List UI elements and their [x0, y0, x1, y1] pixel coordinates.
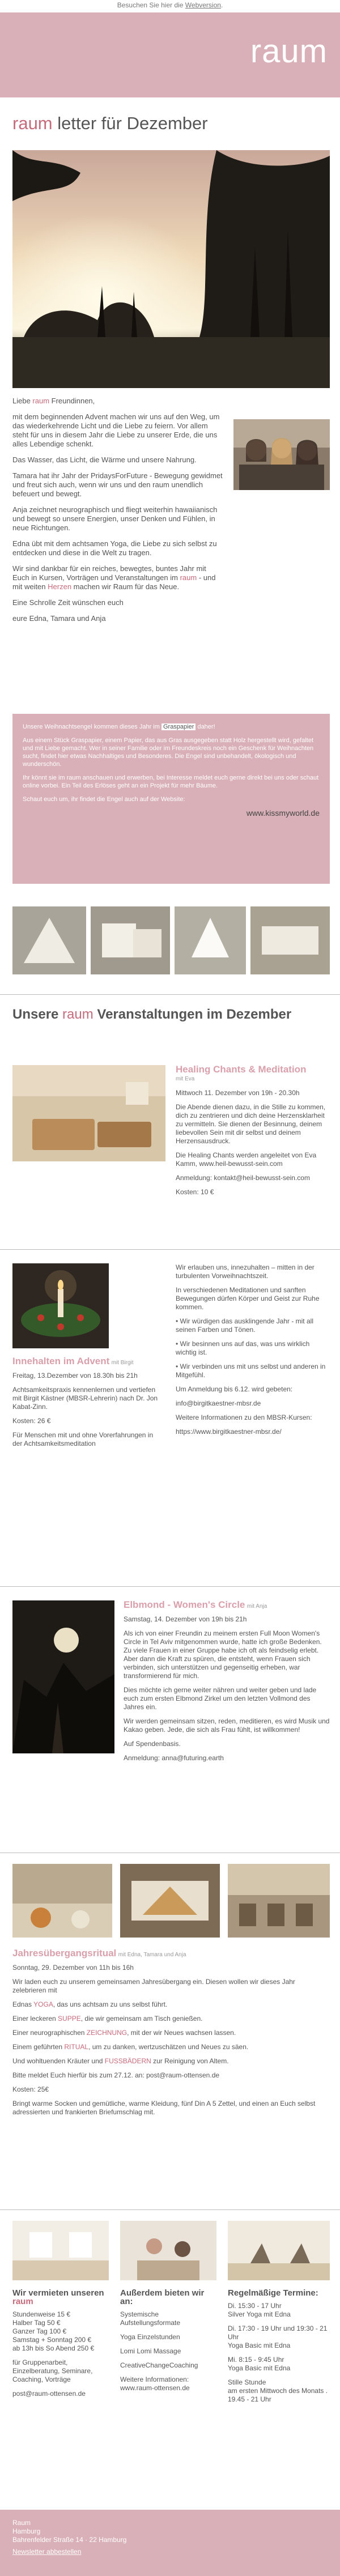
- event1-price: Kosten: 10 €: [176, 1188, 214, 1196]
- events-section-title: [12, 1006, 291, 1023]
- event4-l2-pre: Einer leckeren: [12, 2015, 58, 2023]
- hero-photo-trees: [12, 150, 330, 388]
- event3-date: Samstag, 14. Dezember von 19h bis 21h: [124, 1615, 247, 1623]
- promo-line1-pre: Unsere Weihnachtsengel kommen dieses Jahr im: [23, 723, 162, 730]
- footer-line: Hamburg: [12, 2527, 41, 2535]
- event2-link[interactable]: https://www.birgitkaestner-mbsr.de/: [176, 1428, 282, 1436]
- greeting-sign: eure Edna, Tamara und Anja: [12, 614, 106, 623]
- greeting-p6-post: machen wir Raum für das Neue.: [71, 582, 180, 591]
- promo-thumb-3: [175, 906, 246, 974]
- event4-price: Kosten: 25€: [12, 2085, 49, 2093]
- event2-date: Freitag, 13.Dezember von 18.30h bis 21h: [12, 1372, 138, 1379]
- promo-thumb-2: [91, 906, 170, 974]
- rent-fullday: Ganzer Tag 100 €: [12, 2327, 67, 2335]
- divider: [0, 1249, 340, 1250]
- webversion-suffix: .: [220, 1, 223, 9]
- event4-sub: mit Edna, Tamara und Anja: [118, 1952, 186, 1958]
- event3-p3: Wir werden gemeinsam sitzen, reden, meditieren, es wird Musik und Kakao geben. Jede, die sich als Frau fühlt, ist willkommen!: [124, 1717, 330, 1734]
- greeting-p4: Anja zeichnet neurographisch und fliegt weiterhin hawaiianisch und bewegt so unsere Energien, unser Denken und Fühlen, in neue Richtungen.: [12, 505, 218, 532]
- event2-for: Für Menschen mit und ohne Vorerfahrungen in der Achtsamkeitsmeditation: [12, 1431, 154, 1447]
- event1-p2: Die Healing Chants werden angeleitet von Eva Kamm, www.heil-bewusst-sein.com: [176, 1151, 317, 1168]
- footer-line: Raum: [12, 2519, 31, 2527]
- greeting-p1: mit dem beginnenden Advent machen wir uns auf den Weg, um das wiederkehrende Licht und die Liebe zu feiern. Vor allem steht für uns in diesem Jahr die Liebe zu unserer Erde, die uns alles Lebendige schenkt.: [12, 412, 220, 448]
- rent-purposes: für Gruppenarbeit, Einzelberatung, Seminare, Coaching, Vorträge: [12, 2358, 93, 2383]
- greeting-text: [12, 397, 223, 630]
- greeting-p6-brand: raum: [180, 573, 197, 582]
- event2-sub: mit Birgit: [111, 1360, 134, 1366]
- event4-photo-1: [12, 1864, 112, 1938]
- regular-dates-column: [228, 2289, 330, 2409]
- newsletter-title: [12, 113, 208, 134]
- event4-title: Jahresübergangsritual: [12, 1948, 117, 1958]
- event3-title: Elbmond - Women's Circle: [124, 1599, 245, 1610]
- event2-photo-wreath: [12, 1263, 109, 1348]
- event2-email[interactable]: info@birgitkaestner-mbsr.de: [176, 1399, 261, 1407]
- event2-place: Achtsamkeitspraxis kennenlernen und vertiefen mit Birgit Kästner (MBSR-Lehrerin) nach Dr. Jon Kabat-Zinn.: [12, 1386, 158, 1411]
- salutation-brand: raum: [32, 397, 50, 405]
- event2-b3: Wir verbinden uns mit uns selbst und anderen in Mitgefühl.: [176, 1362, 326, 1379]
- greeting-p6-pre: Wir sind dankbar für ein reiches, bewegtes, buntes Jahr mit Euch in Kursen, Vorträgen und Veranstaltungen im: [12, 564, 206, 582]
- promo-line1: [23, 723, 320, 731]
- event4-p1: Wir laden euch zu unserem gemeinsamen Jahresübergang ein. Diesen wollen wir dieses Jahr zelebrieren mit: [12, 1978, 295, 1994]
- webversion-link[interactable]: Webversion: [185, 1, 221, 9]
- brand-logo: raum: [250, 33, 328, 70]
- event1-p1: Die Abende dienen dazu, in die Stille zu kommen, dich zu zentrieren und dich deine Herzensklarheit zu vermitteln. Sie dienen der Besinnung, deinem liebevollen Sein mit dir selbst und deinem Herzensausdruck.: [176, 1103, 326, 1145]
- event3-p2: Dies möchte ich gerne weiter nähren und weiter geben und lade euch zum ersten Elbmond Zirkel um den letzten Vollmond des Jahres ein.: [124, 1686, 317, 1711]
- event4-text: [12, 1949, 330, 2122]
- event2-title: Innehalten im Advent: [12, 1356, 110, 1366]
- event2-right-text: Wir erlauben uns, innezuhalten – mitten in der turbulenten Vorweihnachtszeit. In verschiedenen Meditationen und sanften Bewegungen dürfen Körper und Geist zur Ruhe kommen. • Wir würdigen das ausklingende Jahr - mit all seinen Farben und Tönen. • Wir besinnen uns auf das, was uns wirklich wichtig ist. • Wir verbinden uns mit uns selbst und anderen in Mitgefühl. Um Anmeldung bis 6.12. wird gebeten: info@birgitkaestner-mbsr.de Weitere Informationen zu den MBSR-Kursen: https://www.birgitkaestner-mbsr.de/: [176, 1263, 330, 1442]
- promo-line1-post: daher!: [196, 723, 215, 730]
- divider: [0, 994, 340, 995]
- section-title-post: Veranstaltungen im Dezember: [93, 1007, 292, 1022]
- title-rest: letter für Dezember: [52, 113, 208, 133]
- offer-item: CreativeChangeCoaching: [120, 2361, 198, 2369]
- event4-l5-post: zur Reinigung von Altem.: [151, 2057, 229, 2065]
- event4-photo-2: [120, 1864, 220, 1938]
- event3-sub: mit Anja: [246, 1603, 267, 1610]
- rent-halfday: Halber Tag 50 €: [12, 2319, 61, 2327]
- webversion-bar: [0, 0, 340, 12]
- section-title-brand: raum: [62, 1007, 94, 1022]
- greeting-p6: [12, 564, 223, 591]
- event4-l3-post: , mit der wir Neues wachsen lassen.: [127, 2029, 236, 2037]
- event2-r2: In verschiedenen Meditationen und sanften Bewegungen dürfen Körper und Geist zur Ruhe kommen.: [176, 1286, 320, 1311]
- offer-photo: [120, 2221, 216, 2280]
- date-line: Stille Stunde: [228, 2378, 266, 2386]
- date-desc: Silver Yoga mit Edna: [228, 2310, 291, 2318]
- date-line: Mi. 8:15 - 9:45 Uhr: [228, 2356, 284, 2364]
- event4-l4-pre: Einem geführten: [12, 2043, 65, 2051]
- event4-photo-3: [228, 1864, 330, 1938]
- footer-address: Bahrenfelder Straße 14 · 22 Hamburg: [12, 2536, 127, 2544]
- date-line: Di. 17:30 - 19 Uhr und 19:30 - 21 Uhr: [228, 2324, 328, 2341]
- promo-p3: Ihr könnt sie im raum anschauen und erwerben, bei Interesse meldet euch gerne direkt bei uns oder schaut online vorbei. Ein Teil des Erlöses geht an ein Projekt für mehr Bäume.: [23, 774, 319, 789]
- event4-date: Sonntag, 29. Dezember von 11h bis 16h: [12, 1964, 134, 1972]
- event3-p5: Anmeldung: anna@futuring.earth: [124, 1754, 224, 1762]
- greeting-p3: Tamara hat ihr Jahr der PridaysForFuture - Bewegung gewidmet und freut sich auch, wenn wir uns und den raum unendlich befeuert und bewegt.: [12, 471, 223, 498]
- promo-box: [12, 714, 330, 884]
- event3-p4: Auf Spendenbasis.: [124, 1740, 181, 1748]
- event2-reg: Um Anmeldung bis 6.12. wird gebeten:: [176, 1385, 293, 1393]
- section-title-pre: Unsere: [12, 1007, 63, 1022]
- header-banner: [0, 12, 340, 97]
- greeting-p7: Eine Schrolle Zeit wünschen euch: [12, 598, 124, 607]
- rent-weekend: Samstag + Sonntag 200 €: [12, 2336, 92, 2344]
- event1-date: Mittwoch 11. Dezember von 19h - 20.30h: [176, 1089, 300, 1097]
- promo-p4: Schaut euch um, ihr findet die Engel auch auf der Website:: [23, 796, 185, 803]
- divider: [0, 1586, 340, 1587]
- event1-photo: [12, 1065, 165, 1161]
- event2-r1: Wir erlauben uns, innezuhalten – mitten in der turbulenten Vorweihnachtszeit.: [176, 1263, 314, 1280]
- date-desc: Yoga Basic mit Edna: [228, 2364, 291, 2372]
- event1-title: Healing Chants & Meditation: [176, 1064, 307, 1075]
- team-photo: [233, 419, 330, 490]
- event4-l1-pre: Ednas: [12, 2000, 34, 2008]
- event4-l1-hl: YOGA: [33, 2000, 53, 2008]
- event4-l3-hl: ZEICHNUNG: [86, 2029, 128, 2037]
- event1-p3: Anmeldung: kontakt@heil-bewusst-sein.com: [176, 1174, 310, 1182]
- date-desc: Yoga Basic mit Edna: [228, 2341, 291, 2349]
- offers-heading: Außerdem bieten wir an:: [120, 2288, 205, 2306]
- promo-thumb-1: [12, 906, 86, 974]
- greeting-p6-herz: Herzen: [48, 582, 72, 591]
- date-desc: am ersten Mittwoch des Monats . 19.45 - 21 Uhr: [228, 2387, 328, 2403]
- event1-sub: mit Eva: [176, 1076, 195, 1082]
- yoga-photo: [228, 2221, 330, 2280]
- date-line: Di. 15:30 - 17 Uhr: [228, 2302, 282, 2310]
- salutation-pre: Liebe: [12, 397, 33, 405]
- event1-text: [176, 1065, 330, 1202]
- offers-column: [120, 2289, 216, 2398]
- rent-hourly: Stundenweise 15 €: [12, 2310, 71, 2318]
- event4-l2-post: , die wir gemeinsam am Tisch genießen.: [80, 2015, 203, 2023]
- offers-info-link[interactable]: Weitere Informationen: www.raum-ottensen.de: [120, 2375, 190, 2392]
- offer-item: Systemische Aufstellungsformate: [120, 2310, 181, 2327]
- webversion-prefix: Besuchen Sie hier die: [117, 1, 185, 9]
- event3-text: [124, 1600, 330, 1768]
- promo-line1-highlight: Graspapier: [162, 723, 196, 730]
- promo-p2: Aus einem Stück Graspapier, einem Papier, das aus Gras ausgegeben statt Holz hergestellt wird, gefaltet und mit Liebe gemacht. Wer in seiner Familie oder im Freundeskreis noch ein Geschenk für Weihnachten sucht, findet hier etwas Nachhaltiges und Besonderes. Die Engel sind unbehandelt, ökologisch und wunderschön.: [23, 737, 314, 768]
- event3-photo-moon: [12, 1600, 114, 1753]
- footer: [0, 2510, 340, 2576]
- greeting-p2: Das Wasser, das Licht, die Wärme und unsere Nahrung.: [12, 455, 197, 464]
- rent-column: [12, 2289, 109, 2404]
- offer-item: Yoga Einzelstunden: [120, 2333, 180, 2341]
- event2-left-text: [12, 1357, 160, 1454]
- event4-l5-hl: FUSSBÄDERN: [104, 2057, 151, 2065]
- rent-heading-pre: Wir vermieten unseren: [12, 2288, 104, 2298]
- regular-dates-heading: Regelmäßige Termine:: [228, 2288, 318, 2298]
- offer-item: Lomi Lomi Massage: [120, 2347, 181, 2355]
- greeting-p5: Edna übt mit dem achtsamen Yoga, die Liebe zu sich selbst zu entdecken und diese in die Welt zu tragen.: [12, 539, 217, 557]
- event3-p1: Als ich von einer Freundin zu meinem ersten Full Moon Women's Circle in Tel Aviv mitgenommen wurde, hatte ich große Bedenken. Zu viele Frauen in einer Gruppe habe ich oft als feindselig erlebt. Aber dann die Kraft zu spüren, die entsteht, wenn Frauen sich verbinden, sich unterstützen und gegenseitig erheben, war transformierend für mich.: [124, 1629, 322, 1680]
- event2-b2: Wir besinnen uns auf das, was uns wirklich wichtig ist.: [176, 1340, 310, 1356]
- title-brand: raum: [12, 113, 53, 133]
- event4-l1-post: , das uns achtsam zu uns selbst führt.: [53, 2000, 168, 2008]
- event4-l4-hl: RITUAL: [64, 2043, 89, 2051]
- unsubscribe-link[interactable]: Newsletter abbestellen: [12, 2548, 82, 2556]
- salutation-post: Freundinnen,: [49, 397, 95, 405]
- divider: [0, 2209, 340, 2210]
- event4-l3-pre: Einer neurographischen: [12, 2029, 87, 2037]
- event2-price: Kosten: 26 €: [12, 1417, 51, 1425]
- event4-l5-pre: Und wohltuenden Kräuter und: [12, 2057, 105, 2065]
- event2-b1: Wir würdigen das ausklingende Jahr - mit all seinen Farben und Tönen.: [176, 1317, 313, 1334]
- promo-url[interactable]: www.kissmyworld.de: [246, 808, 320, 817]
- rent-heading-brand: raum: [12, 2297, 33, 2306]
- promo-thumb-4: [250, 906, 330, 974]
- event4-l2-hl: SUPPE: [58, 2015, 81, 2023]
- event4-bring: Bringt warme Socken und gemütliche, warme Kleidung, fünf Din A 5 Zettel, und einen an Euch selbst adressierten und frankierten Briefumschlag mit.: [12, 2100, 316, 2116]
- greeting-p6-mid: - und mit weiten: [12, 573, 216, 591]
- rent-email[interactable]: post@raum-ottensen.de: [12, 2390, 86, 2398]
- event2-more: Weitere Informationen zu den MBSR-Kursen:: [176, 1413, 312, 1421]
- rent-weekend-evening: ab 13h bis So Abend 250 €: [12, 2344, 95, 2352]
- room-photo: [12, 2221, 109, 2280]
- event4-l4-post: , um zu danken, wertzuschätzen und Neues zu säen.: [88, 2043, 249, 2051]
- event4-reg: Bitte meldet Euch hierfür bis zum 27.12. an: post@raum-ottensen.de: [12, 2071, 220, 2079]
